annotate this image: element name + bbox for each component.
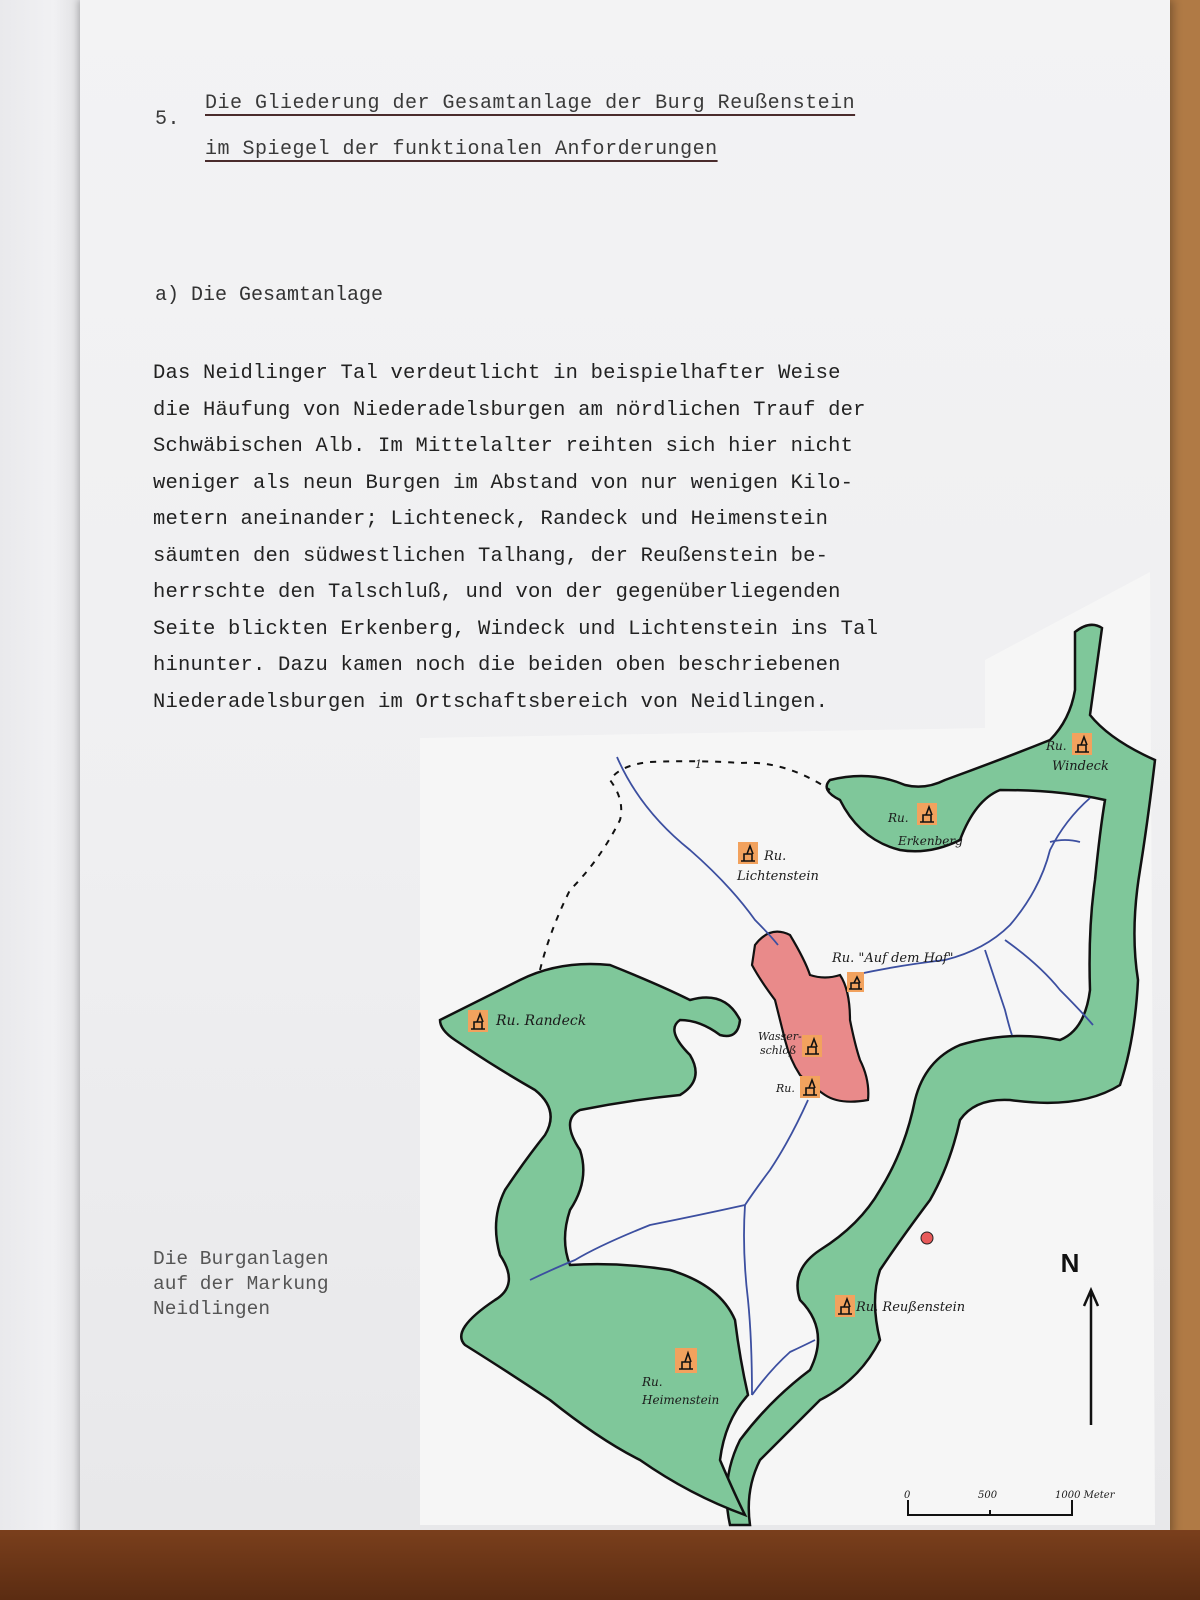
label-lichtenstein-prefix: Ru.	[764, 849, 787, 864]
label-wasserschloss-2: schloß	[760, 1044, 797, 1057]
label-village-ruin: Ru.	[776, 1082, 795, 1095]
paragraph-line: herrschte den Talschluß, und von der gegenüberliegenden	[153, 581, 841, 604]
label-boundary-marker: 1	[695, 758, 702, 771]
label-randeck: Ru. Randeck	[496, 1013, 587, 1029]
label-windeck: Windeck	[1052, 759, 1109, 774]
scale-label-1000: 1000 Meter	[1055, 1490, 1115, 1501]
label-erkenberg-prefix: Ru.	[888, 811, 909, 825]
paragraph-line: Niederadelsburgen im Ortschaftsbereich von Neidlingen.	[153, 690, 829, 714]
scale-label-500: 500	[978, 1490, 998, 1501]
label-lichtenstein: Lichtenstein	[737, 869, 819, 884]
section-title-line-1: Die Gliederung der Gesamtanlage der Burg Reußenstein	[205, 92, 856, 115]
paragraph-line: Schwäbischen Alb. Im Mittelalter reihten sich hier nicht	[153, 435, 854, 458]
label-windeck-prefix: Ru.	[1046, 739, 1067, 753]
paragraph-line: säumten den südwestlichen Talhang, der Reußenstein be-	[153, 544, 829, 568]
subsection-heading: a) Die Gesamtanlage	[155, 284, 384, 307]
section-number: 5.	[155, 108, 181, 131]
scale-label-0: 0	[904, 1490, 911, 1501]
label-heimenstein-prefix: Ru.	[642, 1375, 663, 1389]
paragraph-line: metern aneinander; Lichteneck, Randeck und Heimenstein	[153, 508, 829, 531]
caption-line: Neidlingen	[153, 1298, 271, 1320]
reference-point-marker	[921, 1232, 933, 1244]
section-title-line-2: im Spiegel der funktionalen Anforderungen	[205, 138, 718, 161]
label-reussenstein: Ru. Reußenstein	[856, 1300, 966, 1315]
paragraph-line: Seite blickten Erkenberg, Windeck und Lichtenstein ins Tal	[153, 617, 879, 641]
label-auf-dem-hof: Ru. "Auf dem Hof"	[832, 951, 954, 966]
label-erkenberg: Erkenberg	[898, 834, 963, 848]
paragraph-line: die Häufung von Niederadelsburgen am nördlichen Trauf der	[153, 398, 866, 422]
label-heimenstein: Heimenstein	[642, 1393, 720, 1407]
paragraph-line: hinunter. Dazu kamen noch die beiden oben beschriebenen	[153, 654, 841, 677]
caption-line: auf der Markung	[153, 1273, 329, 1295]
paragraph-line: weniger als neun Burgen im Abstand von nur wenigen Kilo-	[153, 471, 854, 495]
north-label: N	[1060, 1248, 1080, 1278]
paragraph-line: Das Neidlinger Tal verdeutlicht in beispielhafter Weise	[153, 362, 841, 385]
caption-line: Die Burganlagen	[153, 1248, 329, 1270]
label-wasserschloss-1: Wasser-	[758, 1030, 802, 1043]
